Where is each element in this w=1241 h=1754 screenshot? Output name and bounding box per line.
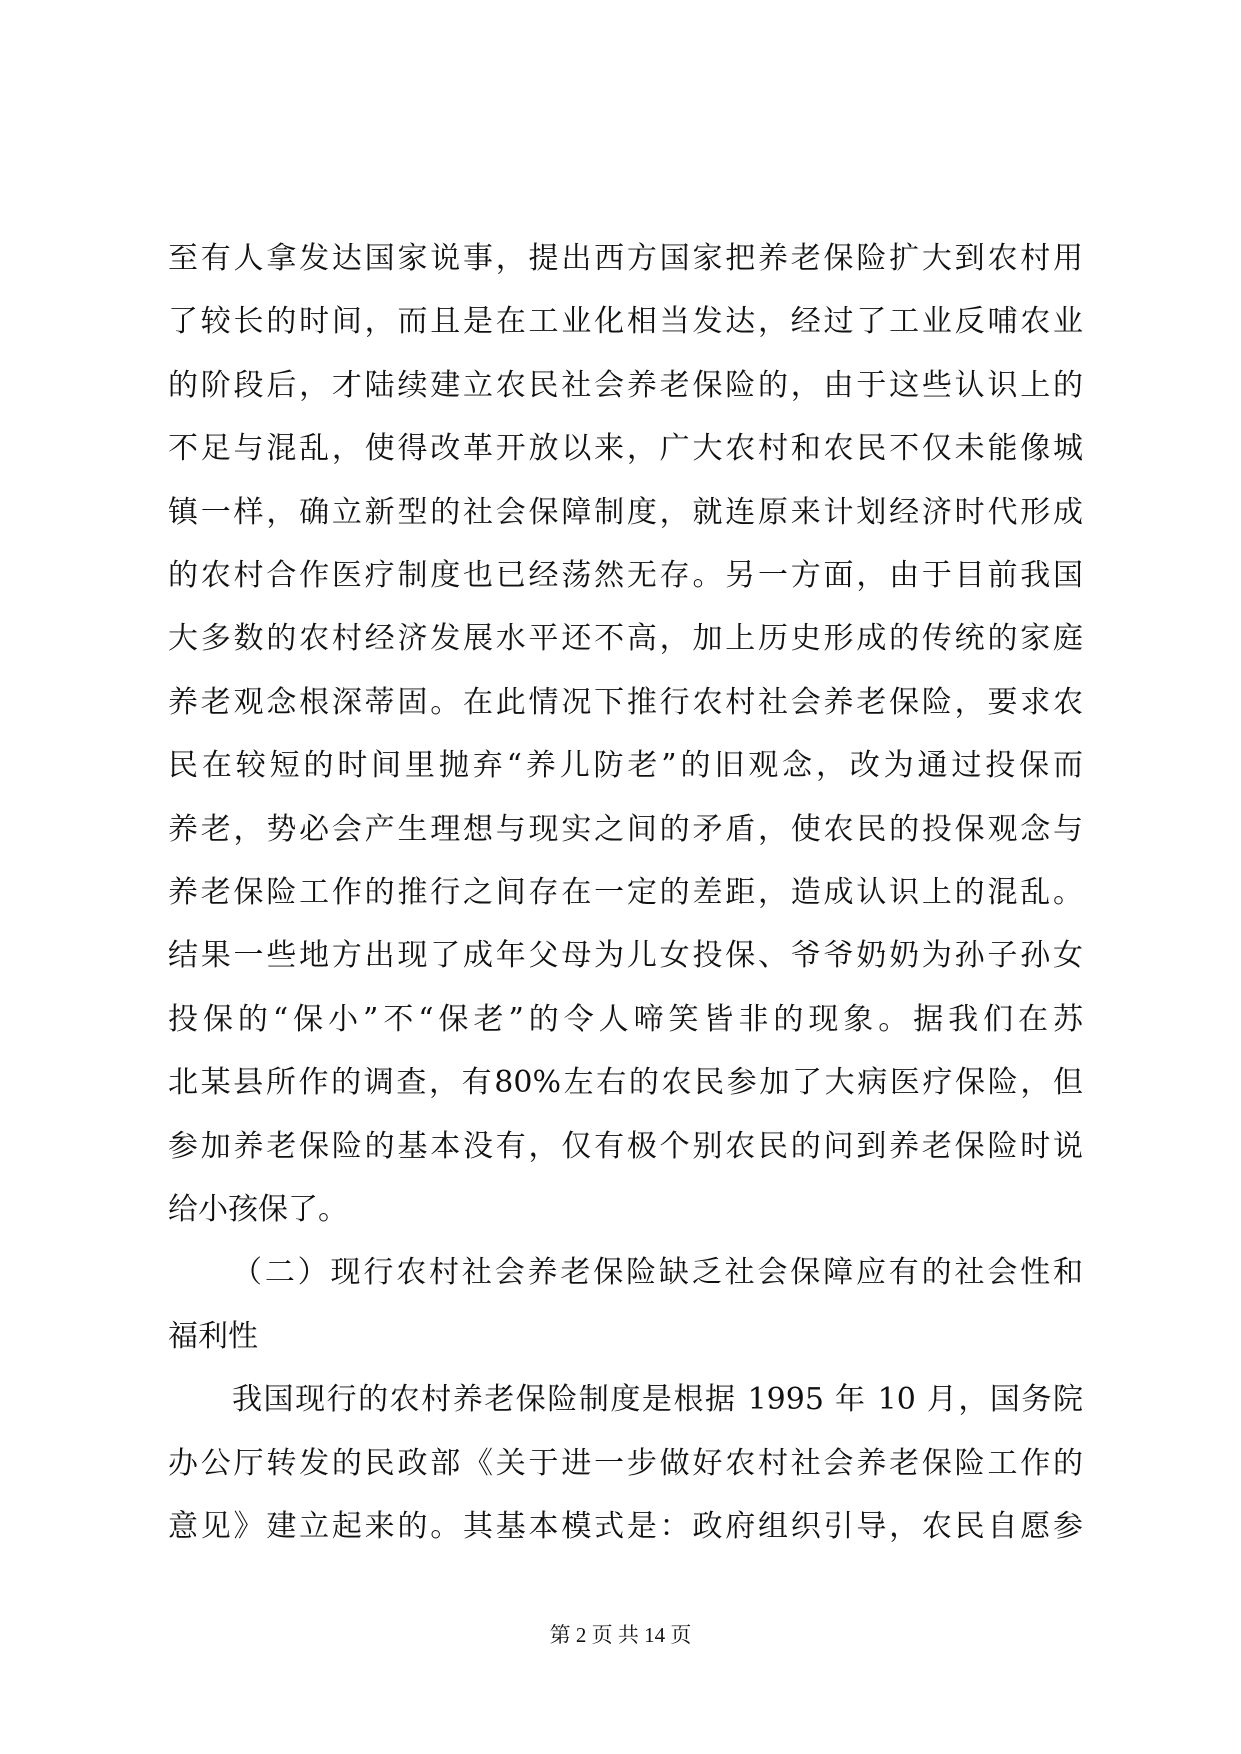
body-text-line: 民在较短的时间里抛弃“养儿防老”的旧观念，改为通过投保而 <box>168 748 1083 783</box>
body-text-line: 镇一样，确立新型的社会保障制度，就连原来计划经济时代形成 <box>168 495 1083 530</box>
body-text-line: 不足与混乱，使得改革开放以来，广大农村和农民不仅未能像城 <box>168 431 1083 466</box>
body-text-line: 至有人拿发达国家说事，提出西方国家把养老保险扩大到农村用 <box>168 241 1083 276</box>
body-text-line: 意见》建立起来的。其基本模式是：政府组织引导，农民自愿参 <box>168 1509 1083 1544</box>
body-text-line: 的农村合作医疗制度也已经荡然无存。另一方面，由于目前我国 <box>168 558 1083 593</box>
body-text-line: 参加养老保险的基本没有，仅有极个别农民的问到养老保险时说 <box>168 1129 1083 1164</box>
body-text-line: 的阶段后，才陆续建立农民社会养老保险的，由于这些认识上的 <box>168 368 1083 403</box>
page-number-footer: 第 2 页 共 14 页 <box>549 1623 692 1647</box>
body-text-line: 我国现行的农村养老保险制度是根据 1995 年 10 月，国务院 <box>232 1382 1083 1417</box>
body-text-line: 大多数的农村经济发展水平还不高，加上历史形成的传统的家庭 <box>168 621 1083 656</box>
body-text-line: 北某县所作的调查，有80%左右的农民参加了大病医疗保险，但 <box>168 1065 1083 1100</box>
body-text-line: 了较长的时间，而且是在工业化相当发达，经过了工业反哺农业 <box>168 304 1083 339</box>
section-heading: （二）现行农村社会养老保险缺乏社会保障应有的社会性和 <box>232 1255 1083 1290</box>
body-text-line: 养老观念根深蒂固。在此情况下推行农村社会养老保险，要求农 <box>168 685 1083 720</box>
section-heading-continued: 福利性 <box>168 1319 258 1354</box>
body-text-line: 养老保险工作的推行之间存在一定的差距，造成认识上的混乱。 <box>168 875 1083 910</box>
body-text-line: 给小孩保了。 <box>168 1192 348 1227</box>
body-text-line: 办公厅转发的民政部《关于进一步做好农村社会养老保险工作的 <box>168 1446 1083 1481</box>
body-text-line: 养老，势必会产生理想与现实之间的矛盾，使农民的投保观念与 <box>168 812 1083 847</box>
body-text-line: 投保的“保小”不“保老”的令人啼笑皆非的现象。据我们在苏 <box>168 1002 1083 1037</box>
body-text-line: 结果一些地方出现了成年父母为儿女投保、爷爷奶奶为孙子孙女 <box>168 938 1083 973</box>
